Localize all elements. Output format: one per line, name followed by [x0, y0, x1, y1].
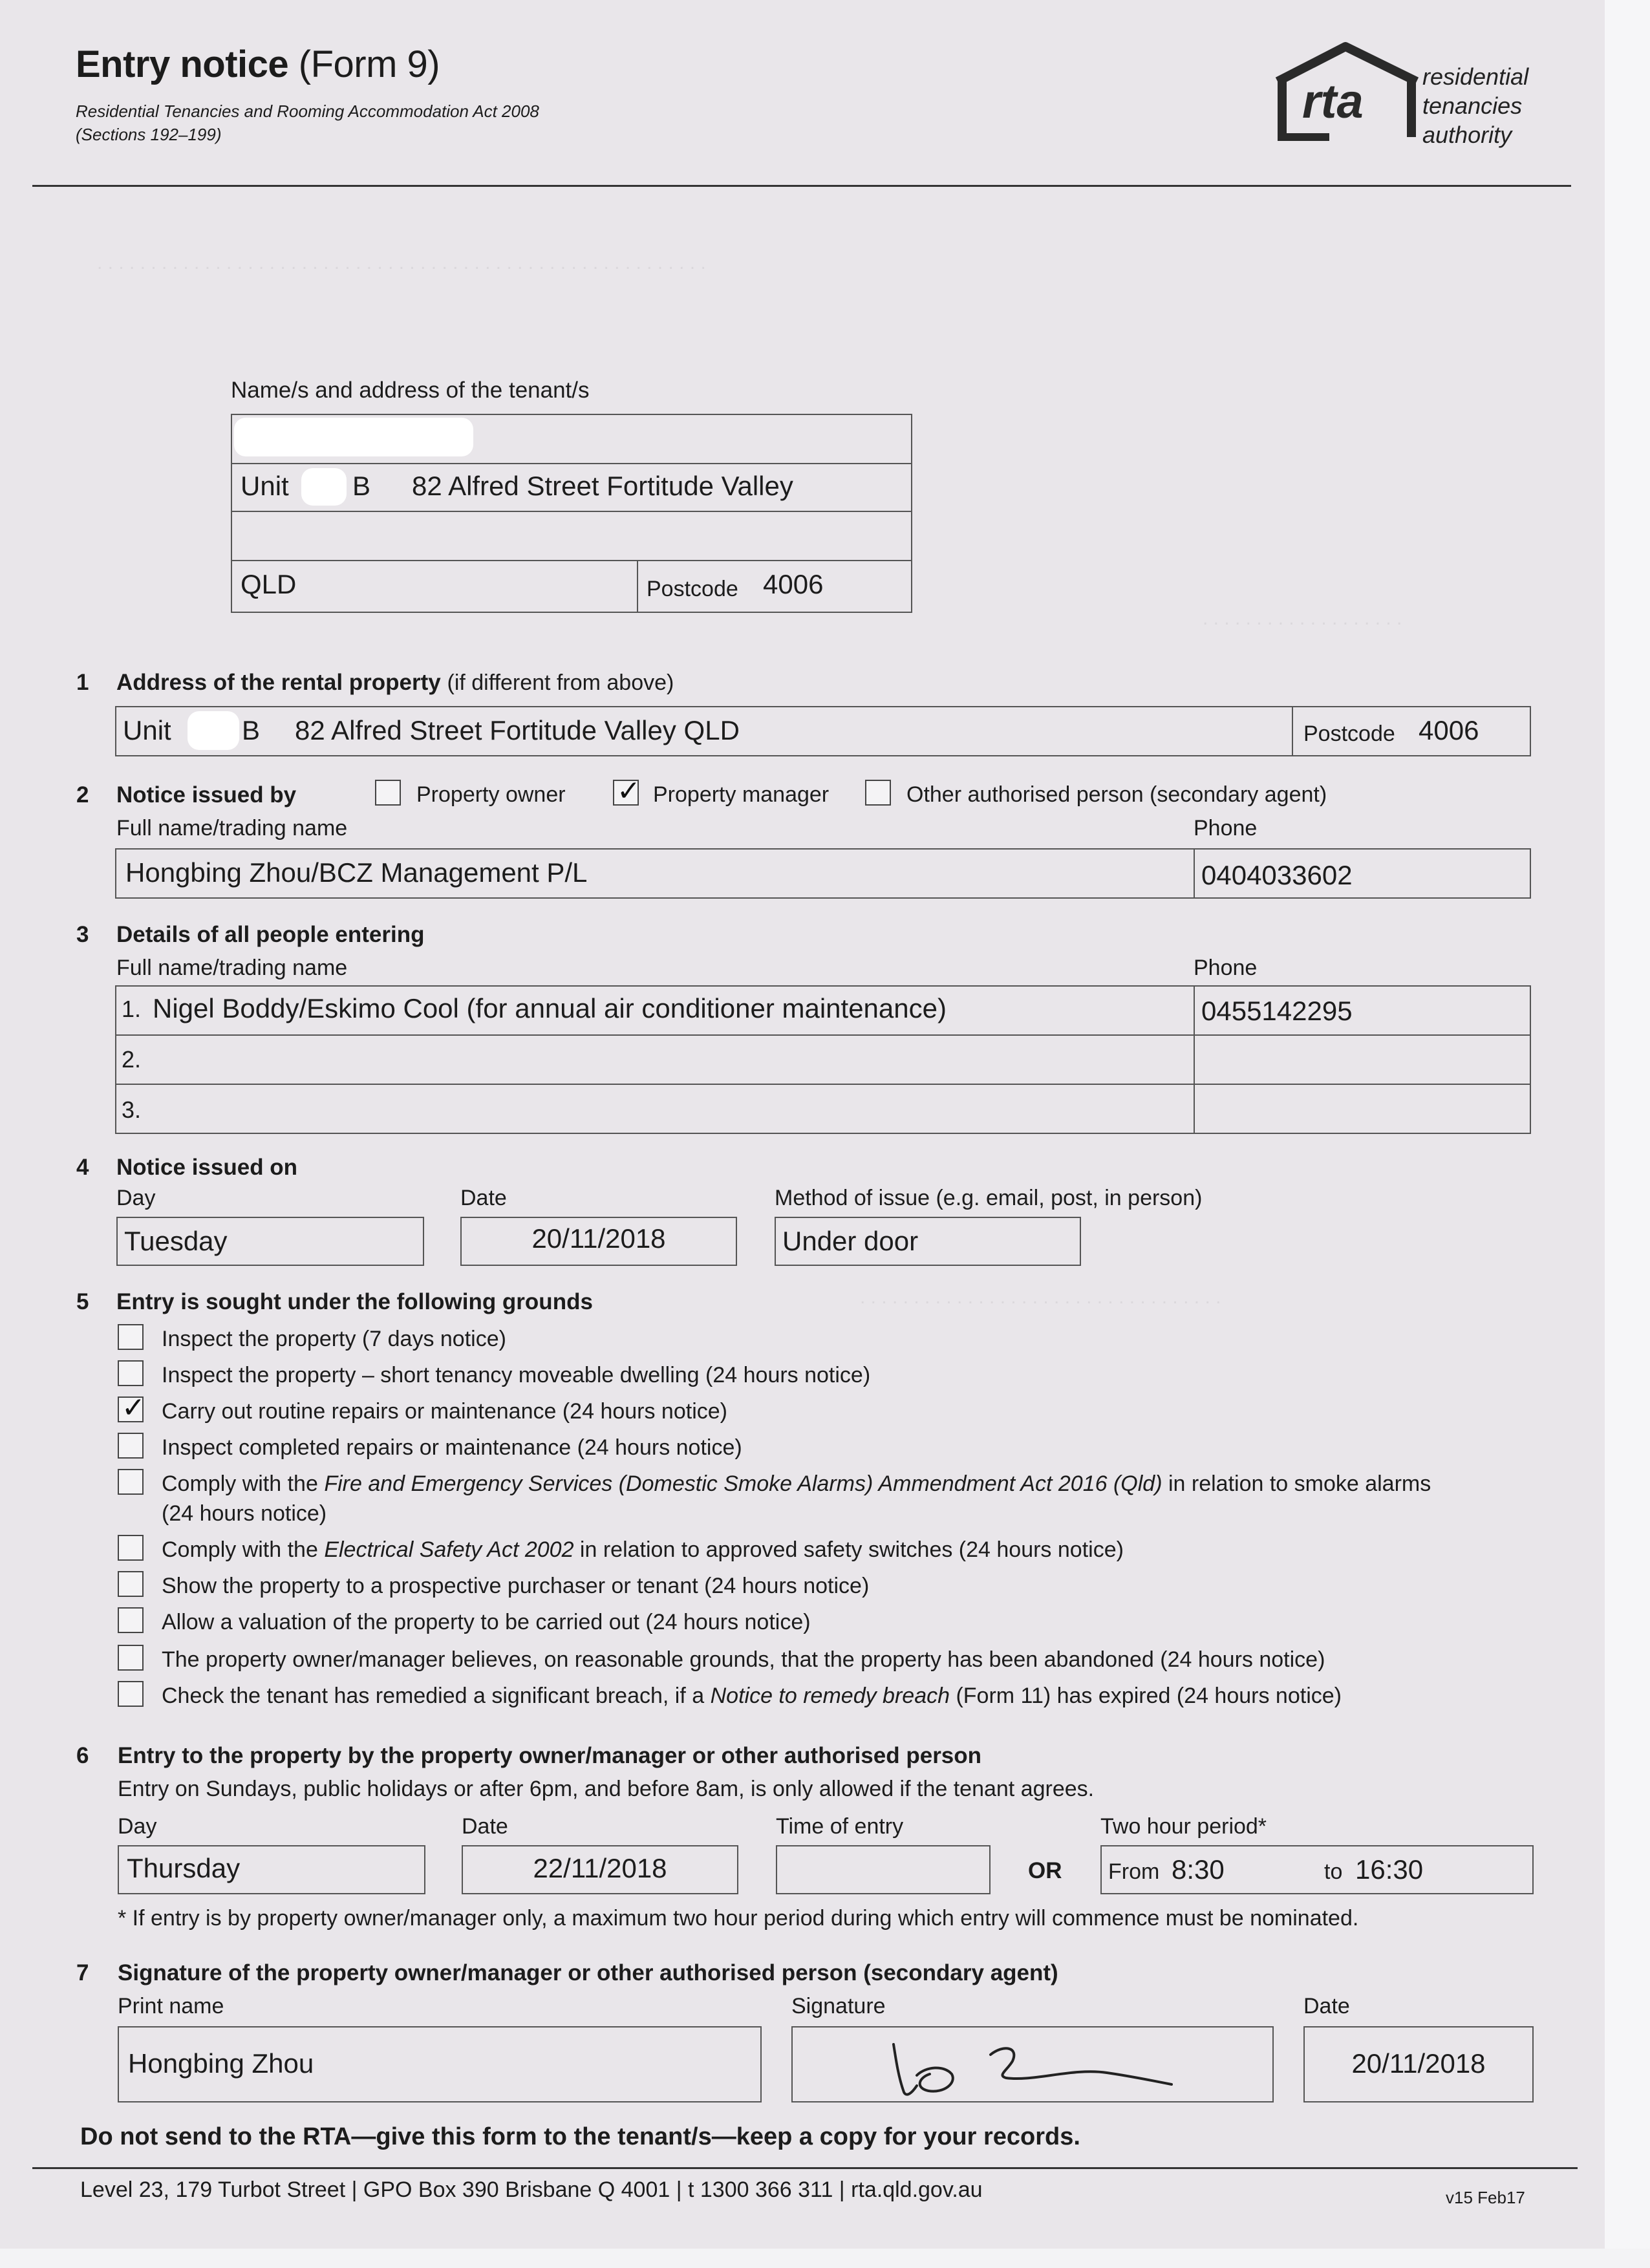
ground-label-text: Inspect completed repairs or maintenance (24 hours notice) — [162, 1435, 742, 1460]
tenant-postcode: 4006 — [763, 569, 824, 599]
property-manager-label: Property manager — [653, 782, 830, 807]
logo-house-right — [1407, 79, 1416, 137]
rta-logo — [1271, 41, 1420, 145]
property-owner-checkbox[interactable] — [375, 780, 401, 806]
section-4-heading: Notice issued on — [116, 1155, 298, 1180]
issue-method-value: Under door — [782, 1226, 919, 1256]
or-separator: OR — [1028, 1858, 1062, 1883]
issued-day-value: Tuesday — [124, 1226, 228, 1256]
section-2-heading: Notice issued by — [116, 782, 297, 808]
rental-unit-redaction — [188, 711, 239, 750]
section-6-heading: Entry to the property by the property owner/manager or other authorised person — [118, 1743, 982, 1768]
signature-stroke-2 — [917, 2068, 953, 2091]
ground-checkbox[interactable] — [118, 1360, 144, 1386]
header-rule — [32, 185, 1571, 187]
entrant-row-index: 3. — [122, 1097, 142, 1123]
logo-mark-text: rta — [1302, 74, 1364, 128]
logo-line-3: authority — [1422, 122, 1512, 148]
ground-label-continuation: (24 hours notice) — [162, 1501, 327, 1526]
print-name-value: Hongbing Zhou — [128, 2048, 314, 2079]
ground-label — [162, 1471, 1431, 1497]
entry-time-field[interactable] — [776, 1845, 991, 1894]
ground-label-text: Check the tenant has remedied a significant breach, if a — [162, 1684, 711, 1708]
section-1-heading-note: (if different from above) — [447, 670, 674, 695]
title-bold: Entry notice — [76, 43, 289, 85]
ground-label-act-name: Electrical Safety Act 2002 — [324, 1537, 574, 1562]
section-3-number: 3 — [76, 922, 89, 947]
section-5-heading: Entry is sought under the following grounds — [116, 1289, 593, 1314]
section-5-number: 5 — [76, 1289, 89, 1314]
ground-label-text: Show the property to a prospective purchaser or tenant (24 hours notice) — [162, 1574, 870, 1598]
tenant-name-redaction — [234, 418, 473, 456]
logo-house-left — [1278, 79, 1287, 137]
ground-label — [162, 1610, 811, 1635]
period-from-value: 8:30 — [1172, 1854, 1225, 1885]
form-version: v15 Feb17 — [1446, 2188, 1525, 2207]
signature-stroke-3 — [991, 2048, 1172, 2084]
tenant-postcode-divider — [637, 560, 638, 613]
section-3-heading: Details of all people entering — [116, 922, 425, 947]
ground-label-act-name: Notice to remedy breach — [710, 1684, 950, 1708]
signature-label: Signature — [791, 1994, 886, 2018]
ground-checkbox[interactable] — [118, 1571, 144, 1597]
issuer-name[interactable]: Hongbing Zhou/BCZ Management P/L — [125, 857, 588, 888]
tenant-row-divider-1 — [231, 463, 912, 464]
tenant-state: QLD — [241, 569, 297, 599]
title-form-number: (Form 9) — [298, 43, 440, 85]
ground-checkbox[interactable] — [118, 1607, 144, 1633]
entry-time-label: Time of entry — [776, 1814, 904, 1839]
form-title — [76, 43, 440, 86]
entrant-phone[interactable]: 0455142295 — [1201, 996, 1353, 1026]
ground-label — [162, 1399, 727, 1424]
tenant-heading: Name/s and address of the tenant/s — [231, 378, 590, 403]
logo-line-1: residential — [1422, 63, 1529, 90]
rental-postcode-divider — [1292, 706, 1293, 756]
section-2-number: 2 — [76, 782, 89, 808]
entrants-row-divider-2 — [115, 1084, 1531, 1085]
entry-date-value: 22/11/2018 — [533, 1853, 667, 1883]
ground-label — [162, 1537, 1124, 1563]
entrant-row-index: 2. — [122, 1046, 142, 1073]
ground-label-act-name: Fire and Emergency Services (Domestic Smoke Alarms) Ammendment Act 2016 (Qld) — [324, 1471, 1162, 1496]
two-hour-period-label: Two hour period* — [1100, 1814, 1267, 1839]
issuer-phone[interactable]: 0404033602 — [1201, 860, 1353, 890]
period-to-value: 16:30 — [1355, 1854, 1424, 1885]
rental-unit-suffix: B — [242, 715, 261, 745]
tenant-postcode-label: Postcode — [647, 577, 738, 601]
tenant-unit-label: Unit — [241, 471, 289, 501]
rta-logo-wordmark — [1422, 62, 1528, 149]
property-manager-checkbox[interactable] — [613, 780, 639, 806]
other-authorised-label: Other authorised person (secondary agent) — [906, 782, 1327, 807]
ground-label-text: Comply with the — [162, 1537, 325, 1562]
ground-checkbox[interactable] — [118, 1396, 144, 1422]
entry-date-label: Date — [462, 1814, 508, 1839]
entrant-row-index: 1. — [122, 996, 142, 1022]
ground-label-text: The property owner/manager believes, on reasonable grounds, that the property has been abandoned (24 hours notice) — [162, 1647, 1325, 1672]
issuer-phone-label: Phone — [1194, 816, 1258, 840]
scan-page-edge — [1605, 0, 1650, 2268]
ground-label-text: Allow a valuation of the property to be carried out (24 hours notice) — [162, 1610, 811, 1634]
signature-date-label: Date — [1303, 1994, 1350, 2018]
tenant-unit-redaction — [301, 468, 347, 506]
period-from-label: From — [1108, 1859, 1160, 1884]
ground-label-text: Carry out routine repairs or maintenance (24 hours notice) — [162, 1399, 727, 1424]
signature-stroke-1 — [894, 2044, 917, 2095]
ground-label — [162, 1684, 1342, 1709]
issued-date-value: 20/11/2018 — [531, 1223, 666, 1254]
ground-checkbox[interactable] — [118, 1469, 144, 1495]
issued-day-label: Day — [116, 1186, 156, 1210]
section-1-heading-text: Address of the rental property — [116, 670, 441, 695]
tenant-street-address: 82 Alfred Street Fortitude Valley — [412, 471, 793, 501]
ground-checkbox[interactable] — [118, 1681, 144, 1707]
section-1-heading — [116, 670, 674, 696]
rental-postcode-label: Postcode — [1303, 722, 1395, 746]
entry-day-label: Day — [118, 1814, 157, 1839]
section-4-number: 4 — [76, 1155, 89, 1180]
act-reference — [76, 100, 539, 146]
ground-checkbox[interactable] — [118, 1324, 144, 1350]
property-owner-label: Property owner — [416, 782, 566, 807]
ground-label — [162, 1647, 1325, 1673]
section-7-number: 7 — [76, 1960, 89, 1985]
tenant-row-divider-3 — [231, 560, 912, 561]
section-1-number: 1 — [76, 670, 89, 695]
period-footnote: * If entry is by property owner/manager only, a maximum two hour period during which entry will commence must be nominated. — [118, 1906, 1359, 1931]
issued-date-label: Date — [460, 1186, 507, 1210]
entrant-name-label: Full name/trading name — [116, 956, 348, 980]
section-6-number: 6 — [76, 1743, 89, 1768]
section-7-heading: Signature of the property owner/manager or other authorised person (secondary agent) — [118, 1960, 1058, 1985]
entrant-name[interactable]: Nigel Boddy/Eskimo Cool (for annual air conditioner maintenance) — [153, 993, 947, 1023]
ground-label-text-tail: in relation to approved safety switches (24 hours notice) — [573, 1537, 1124, 1562]
footer-rule — [32, 2167, 1578, 2169]
entrants-row-divider-1 — [115, 1034, 1531, 1036]
ground-label-text-tail: in relation to smoke alarms — [1162, 1471, 1431, 1496]
entry-day-value: Thursday — [127, 1853, 241, 1883]
rental-unit-label: Unit — [123, 715, 171, 745]
print-name-label: Print name — [118, 1994, 224, 2018]
period-to-label: to — [1324, 1859, 1343, 1884]
rental-postcode: 4006 — [1419, 715, 1479, 745]
act-line-1: Residential Tenancies and Rooming Accommodation Act 2008 — [76, 102, 539, 121]
issuer-name-label: Full name/trading name — [116, 816, 348, 840]
other-authorised-checkbox[interactable] — [865, 780, 891, 806]
tenant-row-divider-2 — [231, 511, 912, 512]
rental-street-address: 82 Alfred Street Fortitude Valley QLD — [295, 715, 740, 745]
issue-method-label: Method of issue (e.g. email, post, in person) — [775, 1186, 1203, 1210]
ground-label — [162, 1574, 869, 1599]
ground-label-text: Inspect the property (7 days notice) — [162, 1327, 506, 1351]
handwritten-signature — [841, 2029, 1190, 2101]
ground-checkbox[interactable] — [118, 1433, 144, 1459]
footer-contact: Level 23, 179 Turbot Street | GPO Box 390 Brisbane Q 4001 | t 1300 366 311 | rta.qld.gov.au — [80, 2177, 983, 2202]
ground-label — [162, 1363, 870, 1388]
ground-label — [162, 1435, 742, 1460]
logo-line-2: tenancies — [1422, 92, 1523, 119]
entrants-phone-divider — [1194, 985, 1195, 1134]
ground-checkbox[interactable] — [118, 1645, 144, 1671]
entry-restriction-note: Entry on Sundays, public holidays or after 6pm, and before 8am, is only allowed if the tenant agrees. — [118, 1777, 1095, 1801]
ground-label-text-tail: (Form 11) has expired (24 hours notice) — [950, 1684, 1342, 1708]
scan-bottom-edge — [0, 2249, 1650, 2268]
signature-date-value: 20/11/2018 — [1351, 2048, 1486, 2079]
footer-warning: Do not send to the RTA—give this form to the tenant/s—keep a copy for your records. — [80, 2123, 1080, 2150]
act-line-2: (Sections 192–199) — [76, 125, 222, 144]
entrant-phone-label: Phone — [1194, 956, 1258, 980]
issuer-phone-divider — [1194, 848, 1195, 899]
ground-label-text: Inspect the property – short tenancy moveable dwelling (24 hours notice) — [162, 1363, 871, 1387]
tenant-unit-suffix: B — [352, 471, 371, 501]
two-hour-period-field[interactable] — [1100, 1845, 1534, 1894]
ground-label — [162, 1327, 506, 1352]
ground-checkbox[interactable] — [118, 1535, 144, 1561]
ground-label-text: Comply with the — [162, 1471, 325, 1496]
